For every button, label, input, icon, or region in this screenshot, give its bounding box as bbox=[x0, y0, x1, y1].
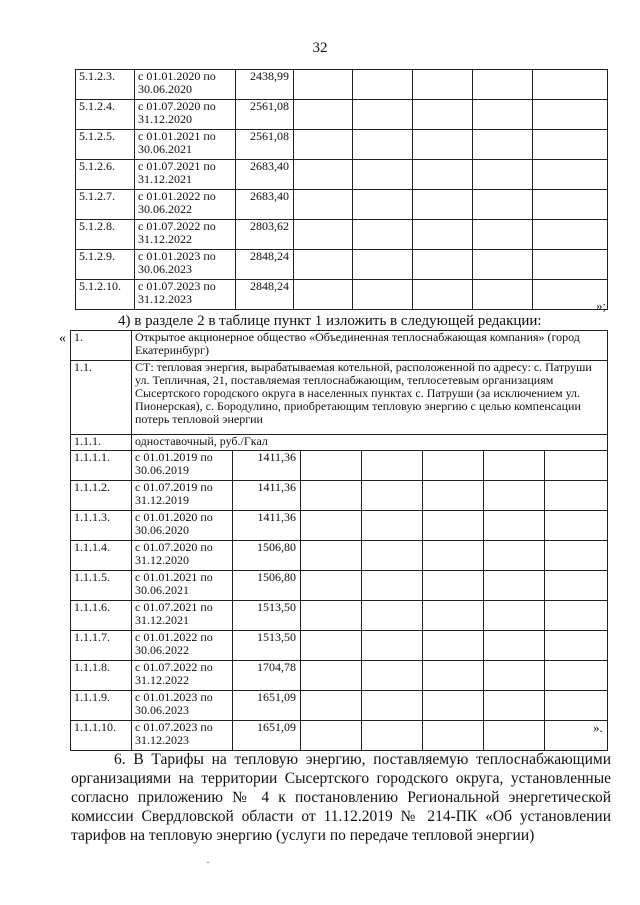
cell-code: 1.1.1.1. bbox=[71, 451, 132, 481]
cell-empty bbox=[473, 100, 533, 130]
cell-empty bbox=[545, 481, 608, 511]
row-code: 1. bbox=[71, 331, 132, 361]
cell-empty bbox=[423, 511, 484, 541]
cell-empty bbox=[533, 70, 608, 100]
cell-code: 1.1.1.10. bbox=[71, 721, 132, 751]
cell-period: с 01.01.2020 по 30.06.2020 bbox=[135, 70, 236, 100]
scan-dot bbox=[207, 862, 209, 863]
cell-empty bbox=[484, 481, 545, 511]
cell-empty bbox=[423, 481, 484, 511]
cell-value: 1411,36 bbox=[233, 451, 301, 481]
cell-empty bbox=[294, 250, 353, 280]
page-number: 32 bbox=[312, 40, 328, 56]
cell-empty bbox=[301, 721, 362, 751]
cell-value: 2561,08 bbox=[236, 130, 294, 160]
cell-empty bbox=[301, 631, 362, 661]
table-row bbox=[76, 160, 608, 190]
cell-empty bbox=[301, 691, 362, 721]
cell-empty bbox=[484, 691, 545, 721]
cell-period: с 01.01.2019 по 30.06.2019 bbox=[132, 451, 233, 481]
cell-empty bbox=[473, 250, 533, 280]
cell-code: 1.1.1.5. bbox=[71, 571, 132, 601]
cell-empty bbox=[301, 541, 362, 571]
cell-empty bbox=[484, 511, 545, 541]
table-row bbox=[76, 190, 608, 220]
cell-empty bbox=[423, 451, 484, 481]
cell-empty bbox=[413, 280, 473, 310]
table-row bbox=[76, 220, 608, 250]
cell-code: 5.1.2.7. bbox=[76, 190, 135, 220]
cell-code: 1.1.1.3. bbox=[71, 511, 132, 541]
cell-empty bbox=[473, 130, 533, 160]
cell-empty bbox=[423, 541, 484, 571]
table-row bbox=[71, 721, 608, 751]
cell-empty bbox=[362, 481, 423, 511]
cell-empty bbox=[353, 190, 413, 220]
cell-value: 1411,36 bbox=[233, 481, 301, 511]
cell-empty bbox=[362, 661, 423, 691]
cell-code: 5.1.2.6. bbox=[76, 160, 135, 190]
cell-period: с 01.07.2021 по 31.12.2021 bbox=[132, 601, 233, 631]
cell-empty bbox=[413, 190, 473, 220]
cell-period: с 01.07.2022 по 31.12.2022 bbox=[135, 220, 236, 250]
cell-value: 1411,36 bbox=[233, 511, 301, 541]
cell-empty bbox=[301, 661, 362, 691]
cell-value: 1513,50 bbox=[233, 601, 301, 631]
cell-empty bbox=[362, 631, 423, 661]
cell-period: с 01.07.2022 по 31.12.2022 bbox=[132, 661, 233, 691]
cell-empty bbox=[545, 541, 608, 571]
cell-empty bbox=[473, 220, 533, 250]
cell-empty bbox=[484, 571, 545, 601]
table-row bbox=[76, 280, 608, 310]
cell-period: с 01.07.2021 по 31.12.2021 bbox=[135, 160, 236, 190]
table-row bbox=[71, 361, 608, 435]
cell-value: 2803,62 bbox=[236, 220, 294, 250]
row-description: СТ: тепловая энергия, вырабатываемая котельной, расположенной по адресу: с. Патруши ул. Тепличная, 21, поставляемая теплоснабжающим, теплосетевым организациям Сысертского городского округа в населенных пунктах с. Патруши (за исключением ул. Пионерская), с. Бородулино, приобретающим тепловую энергию с целью компенсации потерь тепловой энергии bbox=[132, 361, 608, 435]
cell-value: 1704,78 bbox=[233, 661, 301, 691]
cell-empty bbox=[294, 190, 353, 220]
cell-period: с 01.01.2022 по 30.06.2022 bbox=[132, 631, 233, 661]
cell-period: с 01.01.2022 по 30.06.2022 bbox=[135, 190, 236, 220]
cell-empty bbox=[413, 130, 473, 160]
cell-period: с 01.01.2023 по 30.06.2023 bbox=[135, 250, 236, 280]
cell-code: 5.1.2.9. bbox=[76, 250, 135, 280]
table-row bbox=[71, 541, 608, 571]
table-row bbox=[71, 631, 608, 661]
cell-empty bbox=[533, 100, 608, 130]
cell-period: с 01.07.2023 по 31.12.2023 bbox=[132, 721, 233, 751]
row-code: 1.1. bbox=[71, 361, 132, 435]
cell-code: 1.1.1.8. bbox=[71, 661, 132, 691]
cell-value: 2683,40 bbox=[236, 160, 294, 190]
table-row bbox=[71, 601, 608, 631]
cell-empty bbox=[423, 691, 484, 721]
table-row bbox=[71, 451, 608, 481]
cell-value: 1651,09 bbox=[233, 721, 301, 751]
cell-period: с 01.01.2020 по 30.06.2020 bbox=[132, 511, 233, 541]
cell-empty bbox=[301, 481, 362, 511]
cell-period: с 01.07.2020 по 31.12.2020 bbox=[135, 100, 236, 130]
cell-empty bbox=[353, 280, 413, 310]
cell-empty bbox=[362, 571, 423, 601]
table1-closing-quote: »; bbox=[596, 298, 607, 313]
cell-value: 1506,80 bbox=[233, 541, 301, 571]
cell-empty bbox=[484, 601, 545, 631]
cell-empty bbox=[413, 220, 473, 250]
cell-empty bbox=[484, 541, 545, 571]
cell-period: с 01.07.2020 по 31.12.2020 bbox=[132, 541, 233, 571]
cell-code: 5.1.2.8. bbox=[76, 220, 135, 250]
cell-empty bbox=[545, 451, 608, 481]
table-row bbox=[71, 661, 608, 691]
table-row bbox=[71, 331, 608, 361]
row-unit: одноставочный, руб./Гкал bbox=[132, 435, 608, 451]
cell-empty bbox=[533, 160, 608, 190]
cell-period: с 01.01.2021 по 30.06.2021 bbox=[135, 130, 236, 160]
tariff-table-section5 bbox=[75, 69, 608, 310]
cell-value: 2848,24 bbox=[236, 250, 294, 280]
cell-empty bbox=[473, 70, 533, 100]
cell-empty bbox=[545, 601, 608, 631]
paragraph-6 bbox=[71, 750, 611, 845]
row-code: 1.1.1. bbox=[71, 435, 132, 451]
cell-code: 5.1.2.10. bbox=[76, 280, 135, 310]
cell-code: 5.1.2.3. bbox=[76, 70, 135, 100]
cell-empty bbox=[423, 631, 484, 661]
cell-empty bbox=[353, 250, 413, 280]
cell-empty bbox=[533, 130, 608, 160]
cell-empty bbox=[353, 100, 413, 130]
cell-empty bbox=[362, 601, 423, 631]
cell-code: 5.1.2.5. bbox=[76, 130, 135, 160]
cell-code: 1.1.1.7. bbox=[71, 631, 132, 661]
cell-empty bbox=[353, 130, 413, 160]
cell-empty bbox=[484, 451, 545, 481]
cell-empty bbox=[484, 721, 545, 751]
cell-empty bbox=[294, 100, 353, 130]
cell-empty bbox=[423, 571, 484, 601]
cell-empty bbox=[545, 571, 608, 601]
cell-empty bbox=[413, 250, 473, 280]
cell-empty bbox=[301, 571, 362, 601]
cell-period: с 01.01.2021 по 30.06.2021 bbox=[132, 571, 233, 601]
cell-period: с 01.07.2019 по 31.12.2019 bbox=[132, 481, 233, 511]
cell-empty bbox=[533, 250, 608, 280]
cell-empty bbox=[545, 691, 608, 721]
cell-empty bbox=[294, 220, 353, 250]
cell-code: 1.1.1.4. bbox=[71, 541, 132, 571]
cell-empty bbox=[545, 511, 608, 541]
cell-empty bbox=[362, 511, 423, 541]
cell-empty bbox=[423, 661, 484, 691]
table-row bbox=[71, 691, 608, 721]
cell-empty bbox=[362, 541, 423, 571]
cell-empty bbox=[362, 451, 423, 481]
cell-value: 2848,24 bbox=[236, 280, 294, 310]
cell-empty bbox=[294, 160, 353, 190]
cell-value: 2561,08 bbox=[236, 100, 294, 130]
cell-empty bbox=[423, 601, 484, 631]
table-row bbox=[76, 250, 608, 280]
cell-value: 1506,80 bbox=[233, 571, 301, 601]
cell-code: 1.1.1.2. bbox=[71, 481, 132, 511]
cell-empty bbox=[353, 220, 413, 250]
cell-value: 2438,99 bbox=[236, 70, 294, 100]
cell-empty bbox=[294, 280, 353, 310]
row-organization: Открытое акционерное общество «Объединенная теплоснабжающая компания» (город Екатеринбург) bbox=[132, 331, 608, 361]
cell-empty bbox=[301, 601, 362, 631]
cell-empty bbox=[362, 721, 423, 751]
cell-empty bbox=[484, 661, 545, 691]
cell-empty bbox=[545, 631, 608, 661]
cell-empty bbox=[413, 100, 473, 130]
cell-code: 1.1.1.6. bbox=[71, 601, 132, 631]
section-heading: 4) в разделе 2 в таблице пункт 1 изложить в следующей редакции: bbox=[118, 313, 542, 329]
cell-empty bbox=[533, 220, 608, 250]
cell-code: 1.1.1.9. bbox=[71, 691, 132, 721]
table-row bbox=[71, 511, 608, 541]
cell-empty bbox=[353, 160, 413, 190]
cell-empty bbox=[413, 70, 473, 100]
cell-empty bbox=[413, 160, 473, 190]
tariff-table-section2 bbox=[70, 330, 608, 751]
cell-empty bbox=[473, 280, 533, 310]
table-row bbox=[71, 481, 608, 511]
cell-empty bbox=[473, 190, 533, 220]
table-row bbox=[76, 70, 608, 100]
cell-code: 5.1.2.4. bbox=[76, 100, 135, 130]
cell-empty bbox=[301, 451, 362, 481]
open-quote-mark: « bbox=[59, 331, 66, 346]
table-row bbox=[71, 571, 608, 601]
table-row bbox=[76, 100, 608, 130]
cell-empty bbox=[473, 160, 533, 190]
cell-empty bbox=[423, 721, 484, 751]
cell-empty bbox=[545, 661, 608, 691]
cell-value: 2683,40 bbox=[236, 190, 294, 220]
cell-empty bbox=[362, 691, 423, 721]
cell-empty bbox=[294, 130, 353, 160]
cell-value: 1513,50 bbox=[233, 631, 301, 661]
table2-closing-quote: ». bbox=[593, 720, 603, 735]
cell-empty bbox=[301, 511, 362, 541]
cell-value: 1651,09 bbox=[233, 691, 301, 721]
cell-empty bbox=[484, 631, 545, 661]
paragraph-6-text: 6. В Тарифы на тепловую энергию, поставляемую теплоснабжающими организациями на территории Сысертского городского округа, установленные согласно приложению № 4 к постановлению Региональной энергетической комиссии Свердловской области от 11.12.2019 № 214-ПК «Об установлении тарифов на тепловую энергию (услуги по передаче тепловой энергии) bbox=[71, 751, 611, 844]
cell-period: с 01.01.2023 по 30.06.2023 bbox=[132, 691, 233, 721]
cell-empty bbox=[353, 70, 413, 100]
table-row bbox=[71, 435, 608, 451]
table-row bbox=[76, 130, 608, 160]
cell-empty bbox=[533, 190, 608, 220]
cell-empty bbox=[294, 70, 353, 100]
cell-period: с 01.07.2023 по 31.12.2023 bbox=[135, 280, 236, 310]
